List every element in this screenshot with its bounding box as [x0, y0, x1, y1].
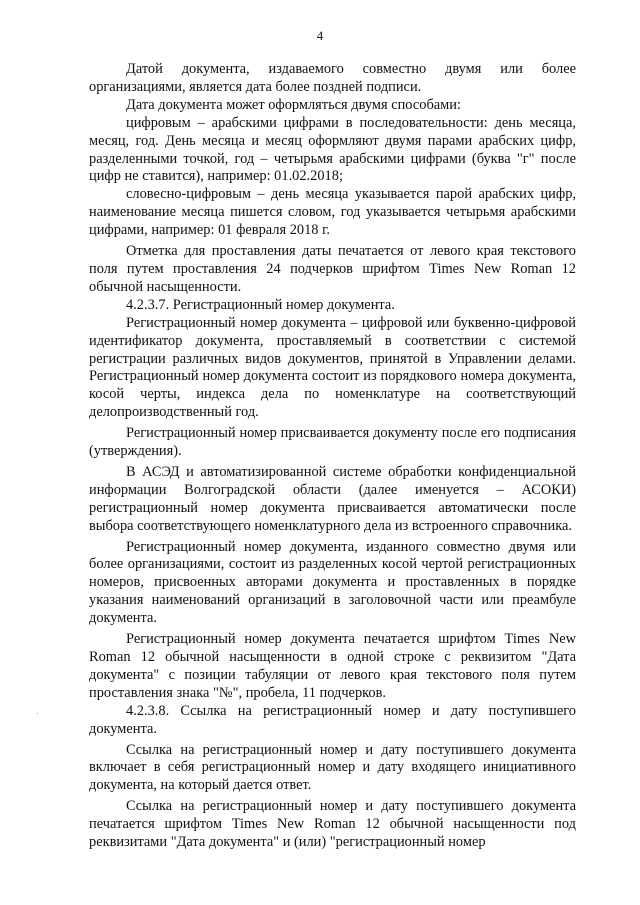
section-heading-4-2-3-7: 4.2.3.7. Регистрационный номер документа. — [126, 296, 395, 313]
page-number: 4 — [316, 28, 324, 43]
paragraph-date-verbal: словесно-цифровым – день месяца указывается парой арабских цифр, наименование месяца пишется словом, год указывается четырьмя арабскими цифрами, например: 01 февраля 2018 г. — [89, 186, 576, 239]
paragraph-reference-print: Ссылка на регистрационный номер и дату поступившего документа печатается шрифтом Times New Roman 12 обычной насыщенности под реквизитами "Дата документа" и (или) "регистрационный номер — [89, 798, 576, 851]
paragraph-reg-number-ased: В АСЭД и автоматизированной системе обработки конфиденциальной информации Волгоградской области (далее именуется – АСОКИ) регистрационный номер документа присваивается автоматически после выбора соответствующего номенклатурного дела из встроенного справочника. — [89, 463, 576, 534]
paragraph-date-mark: Отметка для проставления даты печатается от левого края текстового поля путем проставления 24 подчерков шрифтом Times New Roman 12 обычной насыщенности. — [89, 243, 576, 295]
paragraph-date-joint: Датой документа, издаваемого совместно двумя или более организациями, является дата более поздней подписи. — [89, 61, 576, 95]
paragraph-reg-number-joint: Регистрационный номер документа, изданного совместно двумя или более организациями, состоит из разделенных косой чертой регистрационных номеров, присвоенных авторами документа и проставленных в порядке указания наименований организаций в заголовочной части или преамбуле документа. — [89, 538, 576, 627]
paragraph-reg-number-print: Регистрационный номер документа печатается шрифтом Times New Roman 12 обычной насыщенности в одной строке с реквизитом "Дата документа" с позиции табуляции от левого края текстового поля путем проставления знака "№", пробела, 11 подчерков. — [89, 631, 576, 701]
paragraph-reg-number-definition: Регистрационный номер документа – цифровой или буквенно-цифровой идентификатор документа, проставляемый в соответствии с системой регистрации различных видов документов, принятой в Управлении делами. Регистрационный номер документа состоит из порядкового номера документа, косой черты, индекса дела по номенклатуре на соответствующий делопроизводственный год. — [89, 314, 576, 421]
section-heading-4-2-3-8: 4.2.3.8. Ссылка на регистрационный номер и дату поступившего документа. — [89, 702, 576, 737]
scan-speck — [37, 713, 38, 714]
paragraph-date-methods: Дата документа может оформляться двумя способами: — [126, 96, 461, 113]
document-body — [89, 61, 576, 852]
paragraph-reg-number-assignment: Регистрационный номер присваивается документу после его подписания (утверждения). — [89, 425, 576, 460]
paragraph-reference-content: Ссылка на регистрационный номер и дату поступившего документа включает в себя регистрационный номер и дату входящего инициативного документа, на который дается ответ. — [89, 741, 576, 794]
paragraph-date-digital: цифровым – арабскими цифрами в последовательности: день месяца, месяц, год. День месяца и месяц оформляют двумя парами арабских цифр, разделенными точкой, год – четырьмя арабскими цифрами (буква "г" после цифр не ставится), например: 01.02.2018; — [89, 114, 576, 185]
